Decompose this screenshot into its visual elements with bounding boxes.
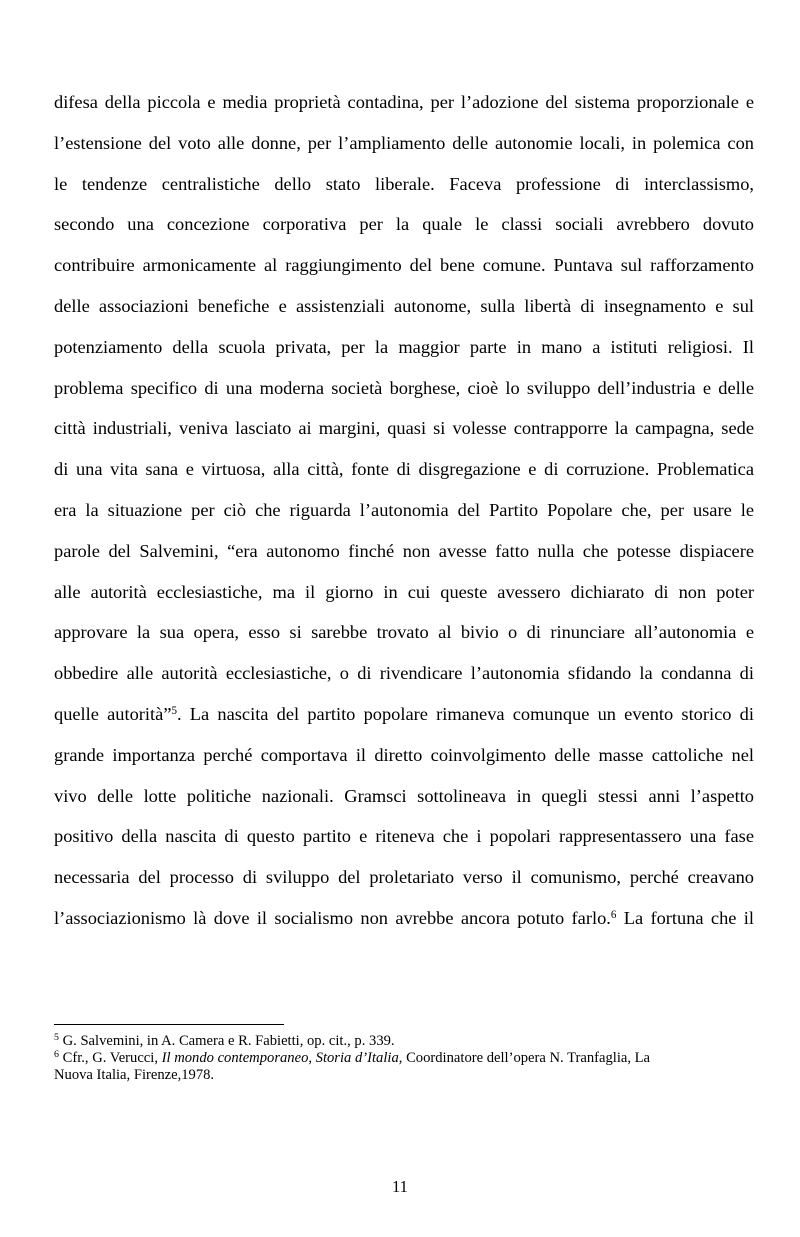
footnote-text: Coordinatore dell’opera N. Tranfaglia, La xyxy=(402,1050,651,1067)
text-line-16-end: . La nascita del partito popolare rimaneva comunque un evento storico di xyxy=(177,703,754,724)
footnote-6 xyxy=(54,1050,754,1067)
footnote-6-continued: Nuova Italia, Firenze,1978. xyxy=(54,1067,215,1084)
text-line-9: città industriali, veniva lasciato ai margini, quasi si volesse contrapporre la campagna, sede xyxy=(54,418,754,439)
text-line-8: problema specifico di una moderna società borghese, cioè lo sviluppo dell’industria e delle xyxy=(54,377,754,398)
text-line-16 xyxy=(54,694,754,735)
footnote-number: 6 xyxy=(54,1049,59,1061)
text-line-4: secondo una concezione corporativa per la quale le classi sociali avrebbero dovuto xyxy=(54,214,754,235)
text-line-21-end: La fortuna che il xyxy=(616,907,754,928)
text-line-10: di una vita sana e virtuosa, alla città, fonte di disgregazione e di corruzione. Problematica xyxy=(54,459,754,480)
text-line-12: parole del Salvemini, “era autonomo finché non avesse fatto nulla che potesse dispiacere xyxy=(54,540,754,561)
footnote-title-italic: Il mondo contemporaneo, Storia d’Italia, xyxy=(161,1050,403,1067)
text-line-6: delle associazioni benefiche e assistenziali autonome, sulla libertà di insegnamento e sul xyxy=(54,295,754,316)
text-line-13: alle autorità ecclesiastiche, ma il giorno in cui queste avessero dichiarato di non poter xyxy=(54,581,754,602)
text-line-11: era la situazione per ciò che riguarda l’autonomia del Partito Popolare che, per usare le xyxy=(54,499,754,520)
text-line-21-start: l’associazionismo là dove il socialismo non avrebbe ancora potuto farlo. xyxy=(54,907,611,928)
text-line-2: l’estensione del voto alle donne, per l’ampliamento delle autonomie locali, in polemica con xyxy=(54,132,754,153)
text-line-15: obbedire alle autorità ecclesiastiche, o di rivendicare l’autonomia sfidando la condanna di xyxy=(54,663,754,684)
text-line-16-start: quelle autorità” xyxy=(54,703,172,724)
text-line-7: potenziamento della scuola privata, per la maggior parte in mano a istituti religiosi. Il xyxy=(54,336,754,357)
footnote-ref-6[interactable]: 6 xyxy=(610,908,617,921)
footnote-ref-5[interactable]: 5 xyxy=(171,704,177,717)
text-line-18: vivo delle lotte politiche nazionali. Gramsci sottolineava in quegli stessi anni l’aspetto xyxy=(54,785,754,806)
footnote-number: 5 xyxy=(54,1032,59,1044)
text-line-3: le tendenze centralistiche dello stato liberale. Faceva professione di interclassismo, xyxy=(54,173,754,194)
footnotes xyxy=(54,1033,754,1085)
footnote-5 xyxy=(54,1033,754,1050)
text-line-17: grande importanza perché comportava il diretto coinvolgimento delle masse cattoliche nel xyxy=(54,744,754,765)
footnote-text: G. Salvemini, in A. Camera e R. Fabietti, op. cit., p. 339. xyxy=(58,1033,395,1049)
page-number: 11 xyxy=(392,1177,408,1196)
text-line-21 xyxy=(54,898,754,939)
text-line-20: necessaria del processo di sviluppo del proletariato verso il comunismo, perché creavano xyxy=(54,867,754,888)
body-text xyxy=(54,82,754,939)
footnote-separator xyxy=(54,1024,284,1025)
text-line-5: contribuire armonicamente al raggiungimento del bene comune. Puntava sul rafforzamento xyxy=(54,255,754,276)
footnote-text: Cfr., G. Verucci, xyxy=(58,1050,162,1067)
text-line-1: difesa della piccola e media proprietà contadina, per l’adozione del sistema proporzionale e xyxy=(54,92,754,112)
text-line-19: positivo della nascita di questo partito e riteneva che i popolari rappresentassero una fase xyxy=(54,826,754,847)
text-line-14: approvare la sua opera, esso si sarebbe trovato al bivio o di rinunciare all’autonomia e xyxy=(54,622,754,643)
